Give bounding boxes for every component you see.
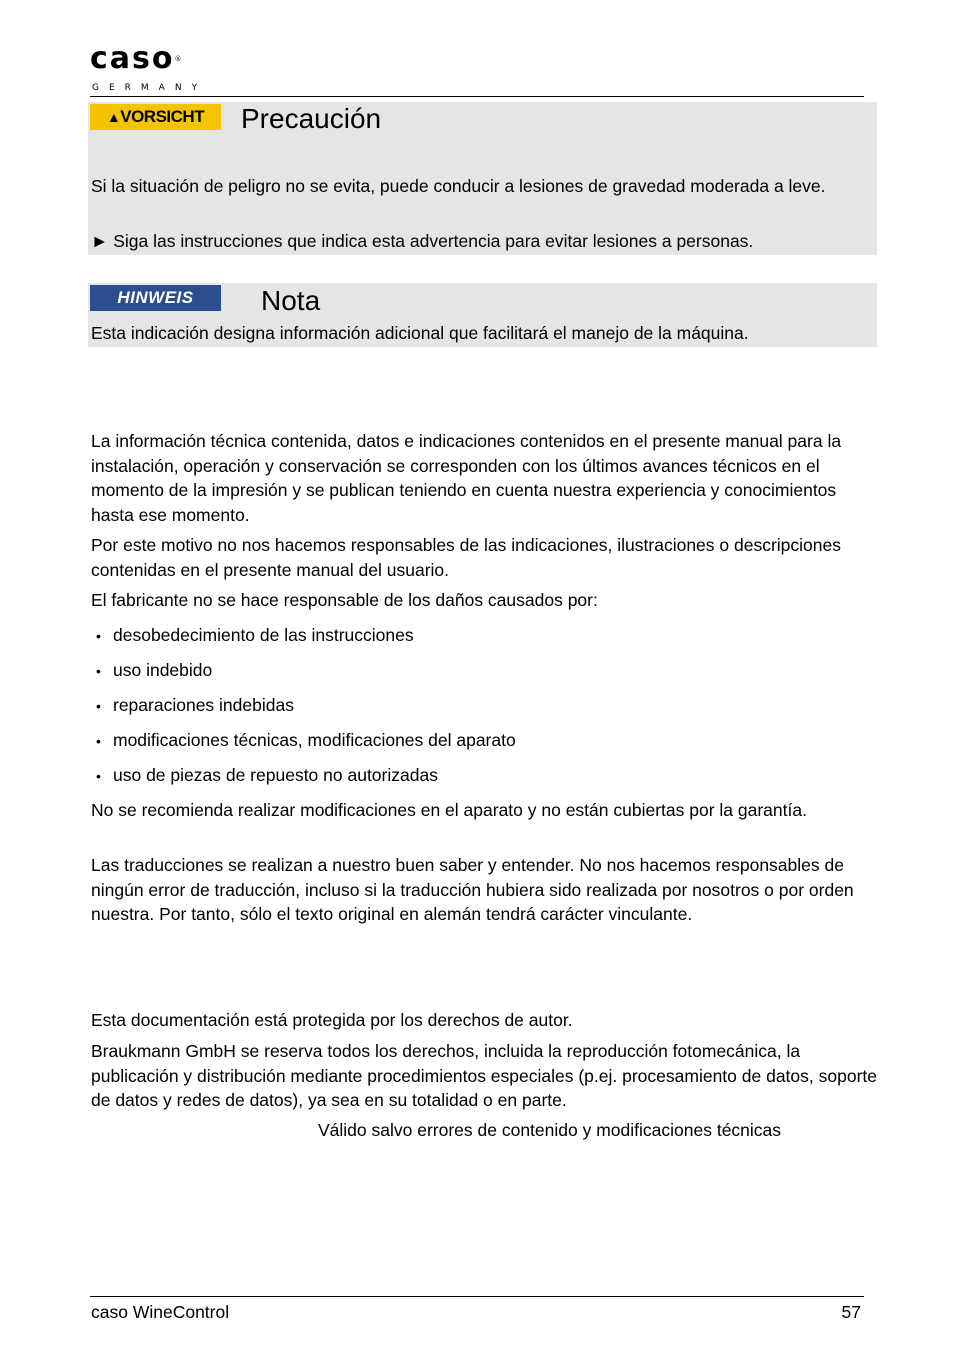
paragraph-copyright: Esta documentación está protegida por los derechos de autor. bbox=[91, 1010, 573, 1030]
logo-subtitle: GERMANY bbox=[92, 83, 208, 93]
paragraph-rights-reserved: Braukmann GmbH se reserva todos los derechos, incluida la reproducción fotomecánica, la publicación y distribución mediante procedimientos especiales (p.ej. procesamiento de datos, soporte de datos y redes de datos), ya sea en su totalidad o en parte. bbox=[91, 1041, 877, 1110]
vorsicht-badge bbox=[90, 104, 221, 130]
hinweis-badge: HINWEIS bbox=[90, 285, 221, 311]
list-item: • modificaciones técnicas, modificaciones del aparato bbox=[96, 728, 516, 754]
list-item: • uso de piezas de repuesto no autorizadas bbox=[96, 763, 438, 789]
footer-page-number: 57 bbox=[841, 1302, 861, 1322]
logo-word: caso bbox=[90, 41, 175, 76]
caution-title: Precaución bbox=[241, 103, 382, 134]
bullet-icon: • bbox=[96, 628, 101, 644]
brand-logo bbox=[90, 41, 184, 76]
caution-instruction bbox=[91, 229, 881, 254]
list-item: • desobedecimiento de las instrucciones bbox=[96, 623, 414, 649]
bullet-icon: • bbox=[96, 698, 101, 714]
paragraph-modifications: No se recomienda realizar modificaciones en el aparato y no están cubiertas por la garantía. bbox=[91, 800, 807, 820]
warning-triangle-icon: ▲ bbox=[106, 109, 121, 125]
paragraph-technical-info: La información técnica contenida, datos e indicaciones contenidos en el presente manual para la instalación, operación y conservación se corresponden con los últimos avances técnicos en el momento de la impresión y se publican teniendo en cuenta nuestra experiencia y conocimientos hasta ese momento. bbox=[91, 431, 842, 525]
note-text: Esta indicación designa información adicional que facilitará el manejo de la máquina. bbox=[91, 323, 749, 343]
note-title: Nota bbox=[261, 285, 321, 316]
footer-product-name: caso WineControl bbox=[91, 1302, 230, 1322]
footer-rule bbox=[90, 1296, 864, 1297]
paragraph-liability: Por este motivo no nos hacemos responsables de las indicaciones, ilustraciones o descripciones contenidas en el presente manual del usuario. bbox=[91, 535, 841, 580]
caution-text: Si la situación de peligro no se evita, puede conducir a lesiones de gravedad moderada a leve. bbox=[91, 176, 826, 196]
logo-registered-mark: ® bbox=[174, 55, 184, 63]
header-rule bbox=[90, 96, 864, 97]
paragraph-translations: Las traducciones se realizan a nuestro buen saber y entender. No nos hacemos responsables de ningún error de traducción, incluso si la traducción hubiera sido realizada por nosotros o por orden nuestra. Por tanto, sólo el texto original en alemán tendrá carácter vinculante. bbox=[91, 855, 854, 924]
list-item: • reparaciones indebidas bbox=[96, 693, 294, 719]
bullet-icon: • bbox=[96, 663, 101, 679]
bullet-icon: • bbox=[96, 733, 101, 749]
list-item: • uso indebido bbox=[96, 658, 212, 684]
bullet-icon: • bbox=[96, 768, 101, 784]
paragraph-manufacturer: El fabricante no se hace responsable de los daños causados por: bbox=[91, 590, 598, 610]
vorsicht-badge-label: VORSICHT bbox=[120, 107, 205, 126]
paragraph-errors-disclaimer: Válido salvo errores de contenido y modificaciones técnicas bbox=[318, 1120, 782, 1140]
arrow-right-icon: ► bbox=[91, 231, 109, 251]
caution-instruction-text: Siga las instrucciones que indica esta advertencia para evitar lesiones a personas. bbox=[113, 231, 754, 251]
